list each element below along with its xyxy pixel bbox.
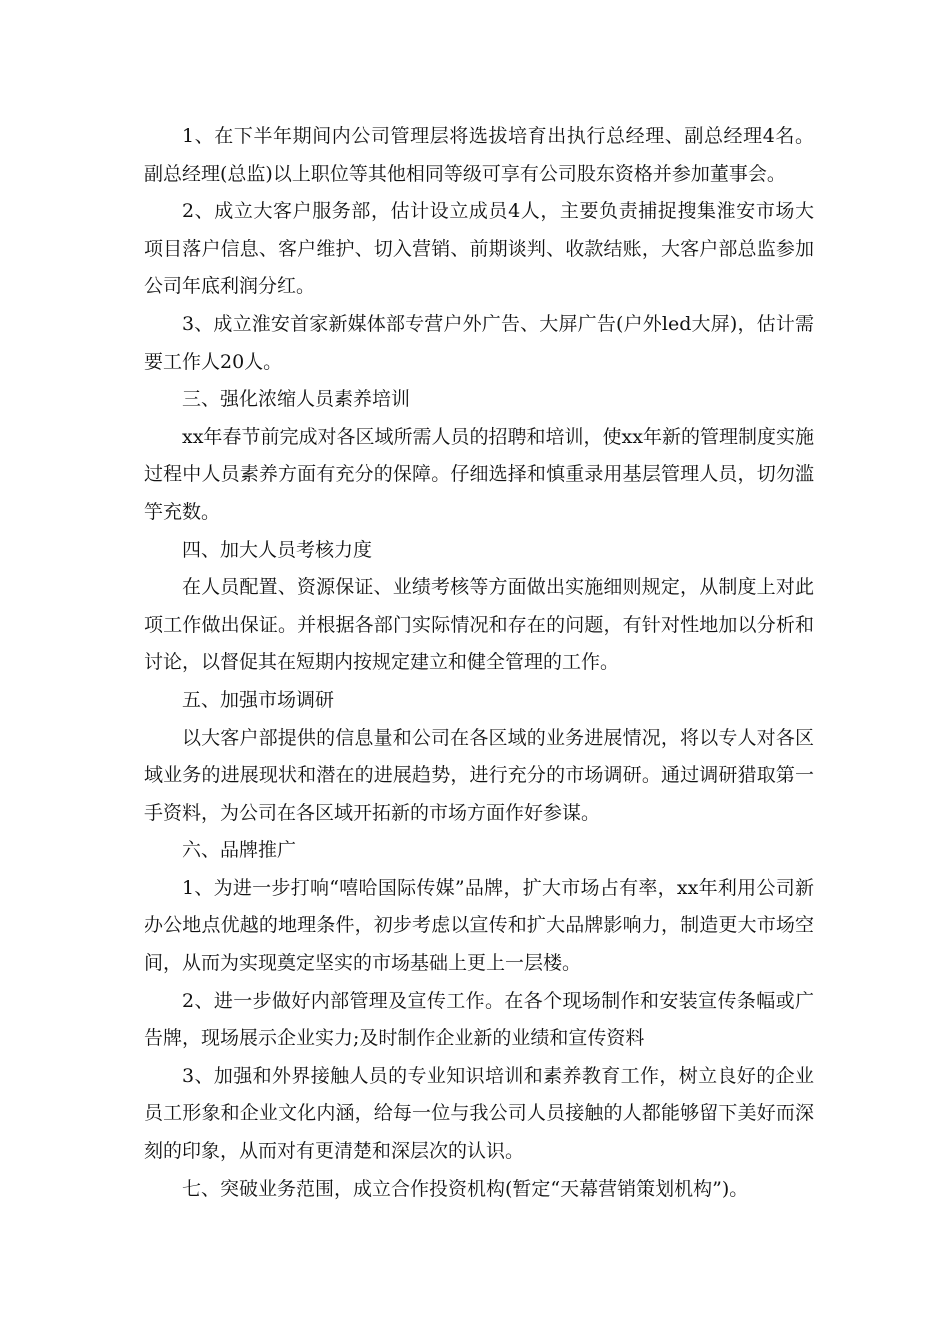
- section-heading-assessment: 四、加大人员考核力度: [182, 538, 373, 561]
- paragraph-brand-2: 2、进一步做好内部管理及宣传工作。在各个现场制作和安装宣传条幅或广告牌，现场展示企业实力;及时制作企业新的业绩和宣传资料: [144, 989, 814, 1050]
- paragraph-item-1-promotion: 1、在下半年期间内公司管理层将选拔培育出执行总经理、副总经理4名。副总经理(总监)以上职位等其他相同等级可享有公司股东资格并参加董事会。: [144, 125, 814, 185]
- paragraph-training: xx年春节前完成对各区域所需人员的招聘和培训，使xx年新的管理制度实施过程中人员素养方面有充分的保障。仔细选择和慎重录用基层管理人员，切勿滥竽充数。: [144, 425, 814, 523]
- paragraph-assessment: 在人员配置、资源保证、业绩考核等方面做出实施细则规定，从制度上对此项工作做出保证。并根据各部门实际情况和存在的问题，有针对性地加以分析和讨论，以督促其在短期内按规定建立和健全管理的工作。: [144, 576, 814, 674]
- section-heading-brand: 六、品牌推广: [182, 839, 297, 862]
- paragraph-market-research: 以大客户部提供的信息量和公司在各区域的业务进展情况，将以专人对各区域业务的进展现状和潜在的进展趋势，进行充分的市场调研。通过调研猎取第一手资料，为公司在各区域开拓新的市场方面作好参谋。: [144, 726, 814, 824]
- paragraph-item-2-key-account-dept: 2、成立大客户服务部，估计设立成员4人，主要负责捕捉搜集淮安市场大项目落户信息、客户维护、切入营销、前期谈判、收款结账，大客户部总监参加公司年底利润分红。: [144, 200, 814, 298]
- paragraph-item-3-new-media-dept: 3、成立淮安首家新媒体部专营户外广告、大屏广告(户外led大屏)，估计需要工作人20人。: [144, 312, 814, 373]
- section-heading-market-research: 五、加强市场调研: [182, 688, 335, 711]
- document-body: [144, 118, 814, 1208]
- section-heading-training: 三、强化浓缩人员素养培训: [182, 388, 411, 411]
- paragraph-brand-3: 3、加强和外界接触人员的专业知识培训和素养教育工作，树立良好的企业员工形象和企业文化内涵，给每一位与我公司人员接触的人都能够留下美好而深刻的印象，从而对有更清楚和深层次的认识。: [144, 1064, 814, 1163]
- paragraph-brand-1: 1、为进一步打响“嘻哈国际传媒”品牌，扩大市场占有率，xx年利用公司新办公地点优越的地理条件，初步考虑以宣传和扩大品牌影响力，制造更大市场空间，从而为实现奠定坚实的市场基础上更上一层楼。: [144, 876, 814, 975]
- section-heading-business-scope: 七、突破业务范围，成立合作投资机构(暂定“天幕营销策划机构”)。: [182, 1177, 749, 1200]
